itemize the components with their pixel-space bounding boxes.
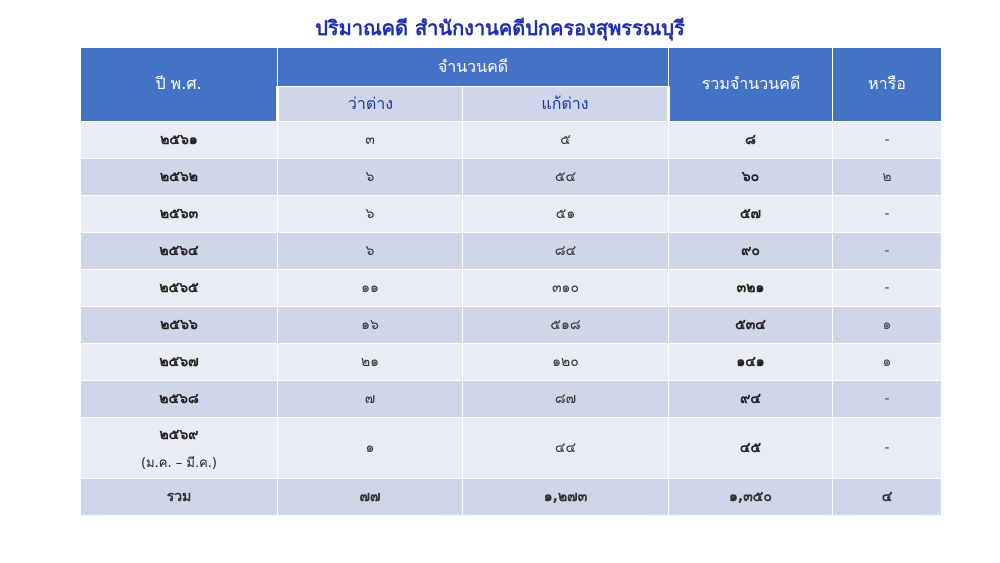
cell-or: ๑ <box>833 344 942 381</box>
cell-b: ๕๑ <box>463 196 669 233</box>
cell-a: ๖ <box>278 159 463 196</box>
cell-a: ๑ <box>278 418 463 479</box>
cell-total: ๙๐ <box>669 233 833 270</box>
year-cell: ๒๕๖๒ <box>81 159 278 196</box>
table-row <box>81 159 942 196</box>
year-cell: ๒๕๖๖ <box>81 307 278 344</box>
year-cell: ๒๕๖๑ <box>81 122 278 159</box>
total-all: ๑,๓๕๐ <box>669 479 833 516</box>
cell-total: ๙๔ <box>669 381 833 418</box>
page-title: ปริมาณคดี สำนักงานคดีปกครองสุพรรณบุรี <box>315 16 685 40</box>
header-cases: จำนวนคดี <box>278 48 669 87</box>
cell-total: ๕๗ <box>669 196 833 233</box>
table-row <box>81 122 942 159</box>
cell-b: ๕ <box>463 122 669 159</box>
cell-or: - <box>833 270 942 307</box>
year-period-note: (ม.ค. – มี.ค.) <box>141 455 217 471</box>
total-label: รวม <box>81 479 278 516</box>
cell-total: ๕๓๔ <box>669 307 833 344</box>
year-cell: ๒๕๖๘ <box>81 381 278 418</box>
cell-total: ๖๐ <box>669 159 833 196</box>
table-row <box>81 418 942 479</box>
table-row <box>81 344 942 381</box>
header-year: ปี พ.ศ. <box>81 48 278 122</box>
table-total-row <box>81 479 942 516</box>
cell-b: ๕๔ <box>463 159 669 196</box>
cell-or: - <box>833 196 942 233</box>
year-value: ๒๕๖๙ <box>159 426 199 443</box>
cell-b: ๓๑๐ <box>463 270 669 307</box>
cell-b: ๔๔ <box>463 418 669 479</box>
cell-b: ๘๔ <box>463 233 669 270</box>
cell-total: ๘ <box>669 122 833 159</box>
header-or: หารือ <box>833 48 942 122</box>
cell-a: ๑๑ <box>278 270 463 307</box>
cell-a: ๓ <box>278 122 463 159</box>
table-row <box>81 307 942 344</box>
case-statistics-table <box>80 47 942 516</box>
header-sub-a: ว่าต่าง <box>278 87 463 122</box>
year-cell: ๒๕๖๕ <box>81 270 278 307</box>
table-row <box>81 233 942 270</box>
table-row <box>81 196 942 233</box>
cell-total: ๑๔๑ <box>669 344 833 381</box>
cell-a: ๖ <box>278 196 463 233</box>
header-sub-b: แก้ต่าง <box>463 87 669 122</box>
cell-total: ๓๒๑ <box>669 270 833 307</box>
cell-or: - <box>833 418 942 479</box>
table-row <box>81 381 942 418</box>
year-cell: ๒๕๖๗ <box>81 344 278 381</box>
cell-a: ๑๖ <box>278 307 463 344</box>
cell-b: ๘๗ <box>463 381 669 418</box>
total-or: ๔ <box>833 479 942 516</box>
header-total: รวมจำนวนคดี <box>669 48 833 122</box>
cell-or: - <box>833 233 942 270</box>
cell-or: - <box>833 381 942 418</box>
table-row <box>81 270 942 307</box>
cell-or: ๒ <box>833 159 942 196</box>
year-cell <box>81 418 278 479</box>
cell-or: - <box>833 122 942 159</box>
year-cell: ๒๕๖๔ <box>81 233 278 270</box>
cell-b: ๑๒๐ <box>463 344 669 381</box>
year-cell: ๒๕๖๓ <box>81 196 278 233</box>
total-b: ๑,๒๗๓ <box>463 479 669 516</box>
cell-a: ๖ <box>278 233 463 270</box>
cell-b: ๕๑๘ <box>463 307 669 344</box>
cell-a: ๗ <box>278 381 463 418</box>
cell-or: ๑ <box>833 307 942 344</box>
cell-total: ๔๕ <box>669 418 833 479</box>
total-a: ๗๗ <box>278 479 463 516</box>
cell-a: ๒๑ <box>278 344 463 381</box>
